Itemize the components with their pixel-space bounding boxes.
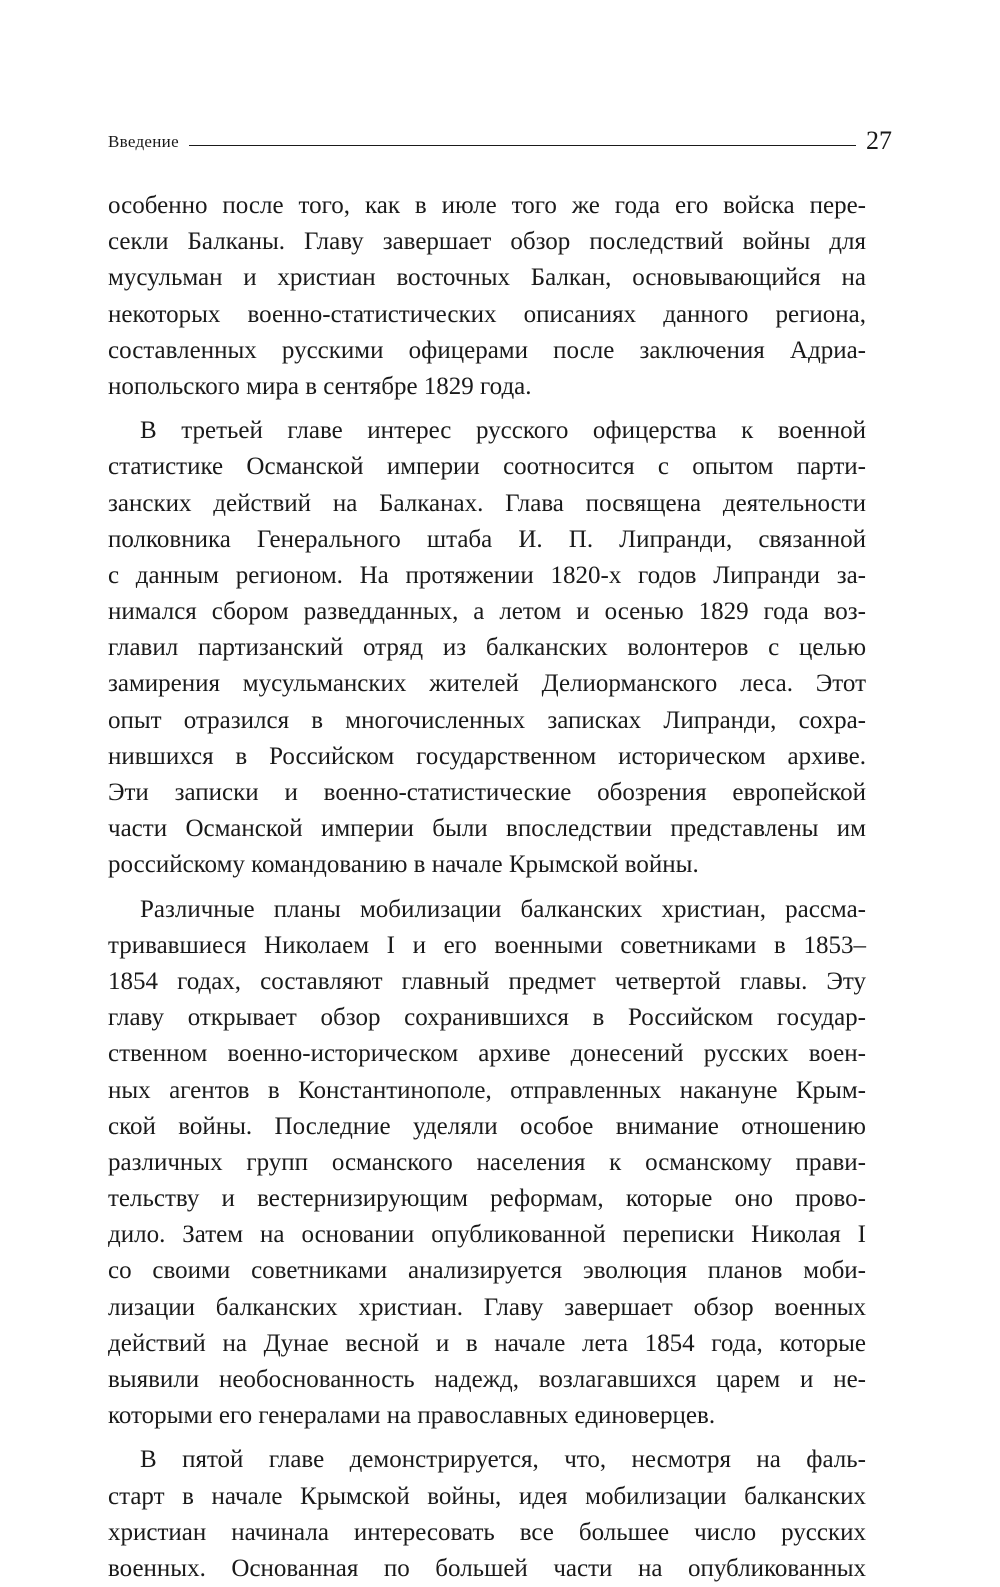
running-head-rule xyxy=(189,145,856,146)
text-line: мусульман и христиан восточных Балкан, основывающийся на xyxy=(108,264,866,292)
paragraph-gap xyxy=(108,1434,866,1442)
paragraph xyxy=(108,1442,866,1587)
text-line: В пятой главе демонстрируется, что, несмотря на фаль- xyxy=(140,1446,866,1474)
text-line: части Османской империи были впоследствии представлены им xyxy=(108,815,866,843)
text-line: тривавшиеся Николаем I и его военными советниками в 1853– xyxy=(108,931,866,959)
text-line: некоторых военно-статистических описаниях данного региона, xyxy=(108,300,866,328)
text-line: ственном военно-историческом архиве донесений русских воен- xyxy=(108,1040,866,1068)
text-line: старт в начале Крымской войны, идея мобилизации балканских xyxy=(108,1482,866,1510)
text-line: российскому командованию в начале Крымской войны. xyxy=(108,851,699,879)
text-line: полковника Генерального штаба И. П. Липранди, связанной xyxy=(108,525,866,553)
text-line: нопольского мира в сентябре 1829 года. xyxy=(108,372,532,400)
text-line: составленных русскими офицерами после заключения Адриа- xyxy=(108,336,866,364)
text-line: со своими советниками анализируется эволюция планов моби- xyxy=(108,1257,866,1285)
text-line: ской войны. Последние уделяли особое внимание отношению xyxy=(108,1112,866,1140)
running-head-section-title: Введение xyxy=(108,132,179,151)
text-line: опыт отразился в многочисленных записках Липранди, сохра- xyxy=(108,706,866,734)
text-line: занских действий на Балканах. Глава посвящена деятельности xyxy=(108,489,866,517)
text-line: В третьей главе интерес русского офицерства к военной xyxy=(140,417,866,445)
text-line: Эти записки и военно-статистические обозрения европейской xyxy=(108,779,866,806)
text-line: особенно после того, как в июле того же года его войска пере- xyxy=(108,192,866,219)
text-line: статистике Османской империи соотносится с опытом парти- xyxy=(108,453,866,481)
text-line: с данным регионом. На протяжении 1820-х годов Липранди за- xyxy=(108,561,866,589)
paragraph xyxy=(108,892,866,1435)
text-line: нимался сбором разведданных, а летом и осенью 1829 года воз- xyxy=(108,598,866,626)
paragraph xyxy=(108,413,866,883)
text-line: христиан начинала интересовать все большее число русских xyxy=(108,1518,866,1546)
paragraph-gap xyxy=(108,405,866,413)
text-line: военных. Основанная по большей части на опубликованных xyxy=(108,1554,866,1582)
text-line: нившихся в Российском государственном историческом архиве. xyxy=(108,742,866,770)
text-line: выявили необоснованность надежд, возлагавшихся царем и не- xyxy=(108,1366,866,1393)
text-line: действий на Дунае весной и в начале лета 1854 года, которые xyxy=(108,1329,866,1357)
text-line: тельству и вестернизирующим реформам, которые оно прово- xyxy=(108,1185,866,1213)
text-line: главу открывает обзор сохранившихся в Российском государ- xyxy=(108,1004,866,1032)
text-line: дило. Затем на основании опубликованной переписки Николая I xyxy=(108,1221,866,1249)
paragraph xyxy=(108,188,866,405)
body-text xyxy=(108,188,866,1587)
text-line: 1854 годах, составляют главный предмет четвертой главы. Эту xyxy=(108,967,866,995)
text-line: ных агентов в Константинополе, отправленных накануне Крым- xyxy=(108,1076,866,1104)
text-line: главил партизанский отряд из балканских волонтеров с целью xyxy=(108,634,866,662)
text-line: различных групп османского населения к османскому прави- xyxy=(108,1148,866,1176)
text-line: секли Балканы. Главу завершает обзор последствий войны для xyxy=(108,228,866,256)
page-number: 27 xyxy=(866,126,892,155)
text-line: замирения мусульманских жителей Делиорманского леса. Этот xyxy=(108,670,866,698)
paragraph-gap xyxy=(108,884,866,892)
text-line: Различные планы мобилизации балканских христиан, рассма- xyxy=(140,895,866,923)
text-line: лизации балканских христиан. Главу завершает обзор военных xyxy=(108,1293,866,1321)
text-line: которыми его генералами на православных единоверцев. xyxy=(108,1402,716,1430)
running-head xyxy=(108,124,892,154)
